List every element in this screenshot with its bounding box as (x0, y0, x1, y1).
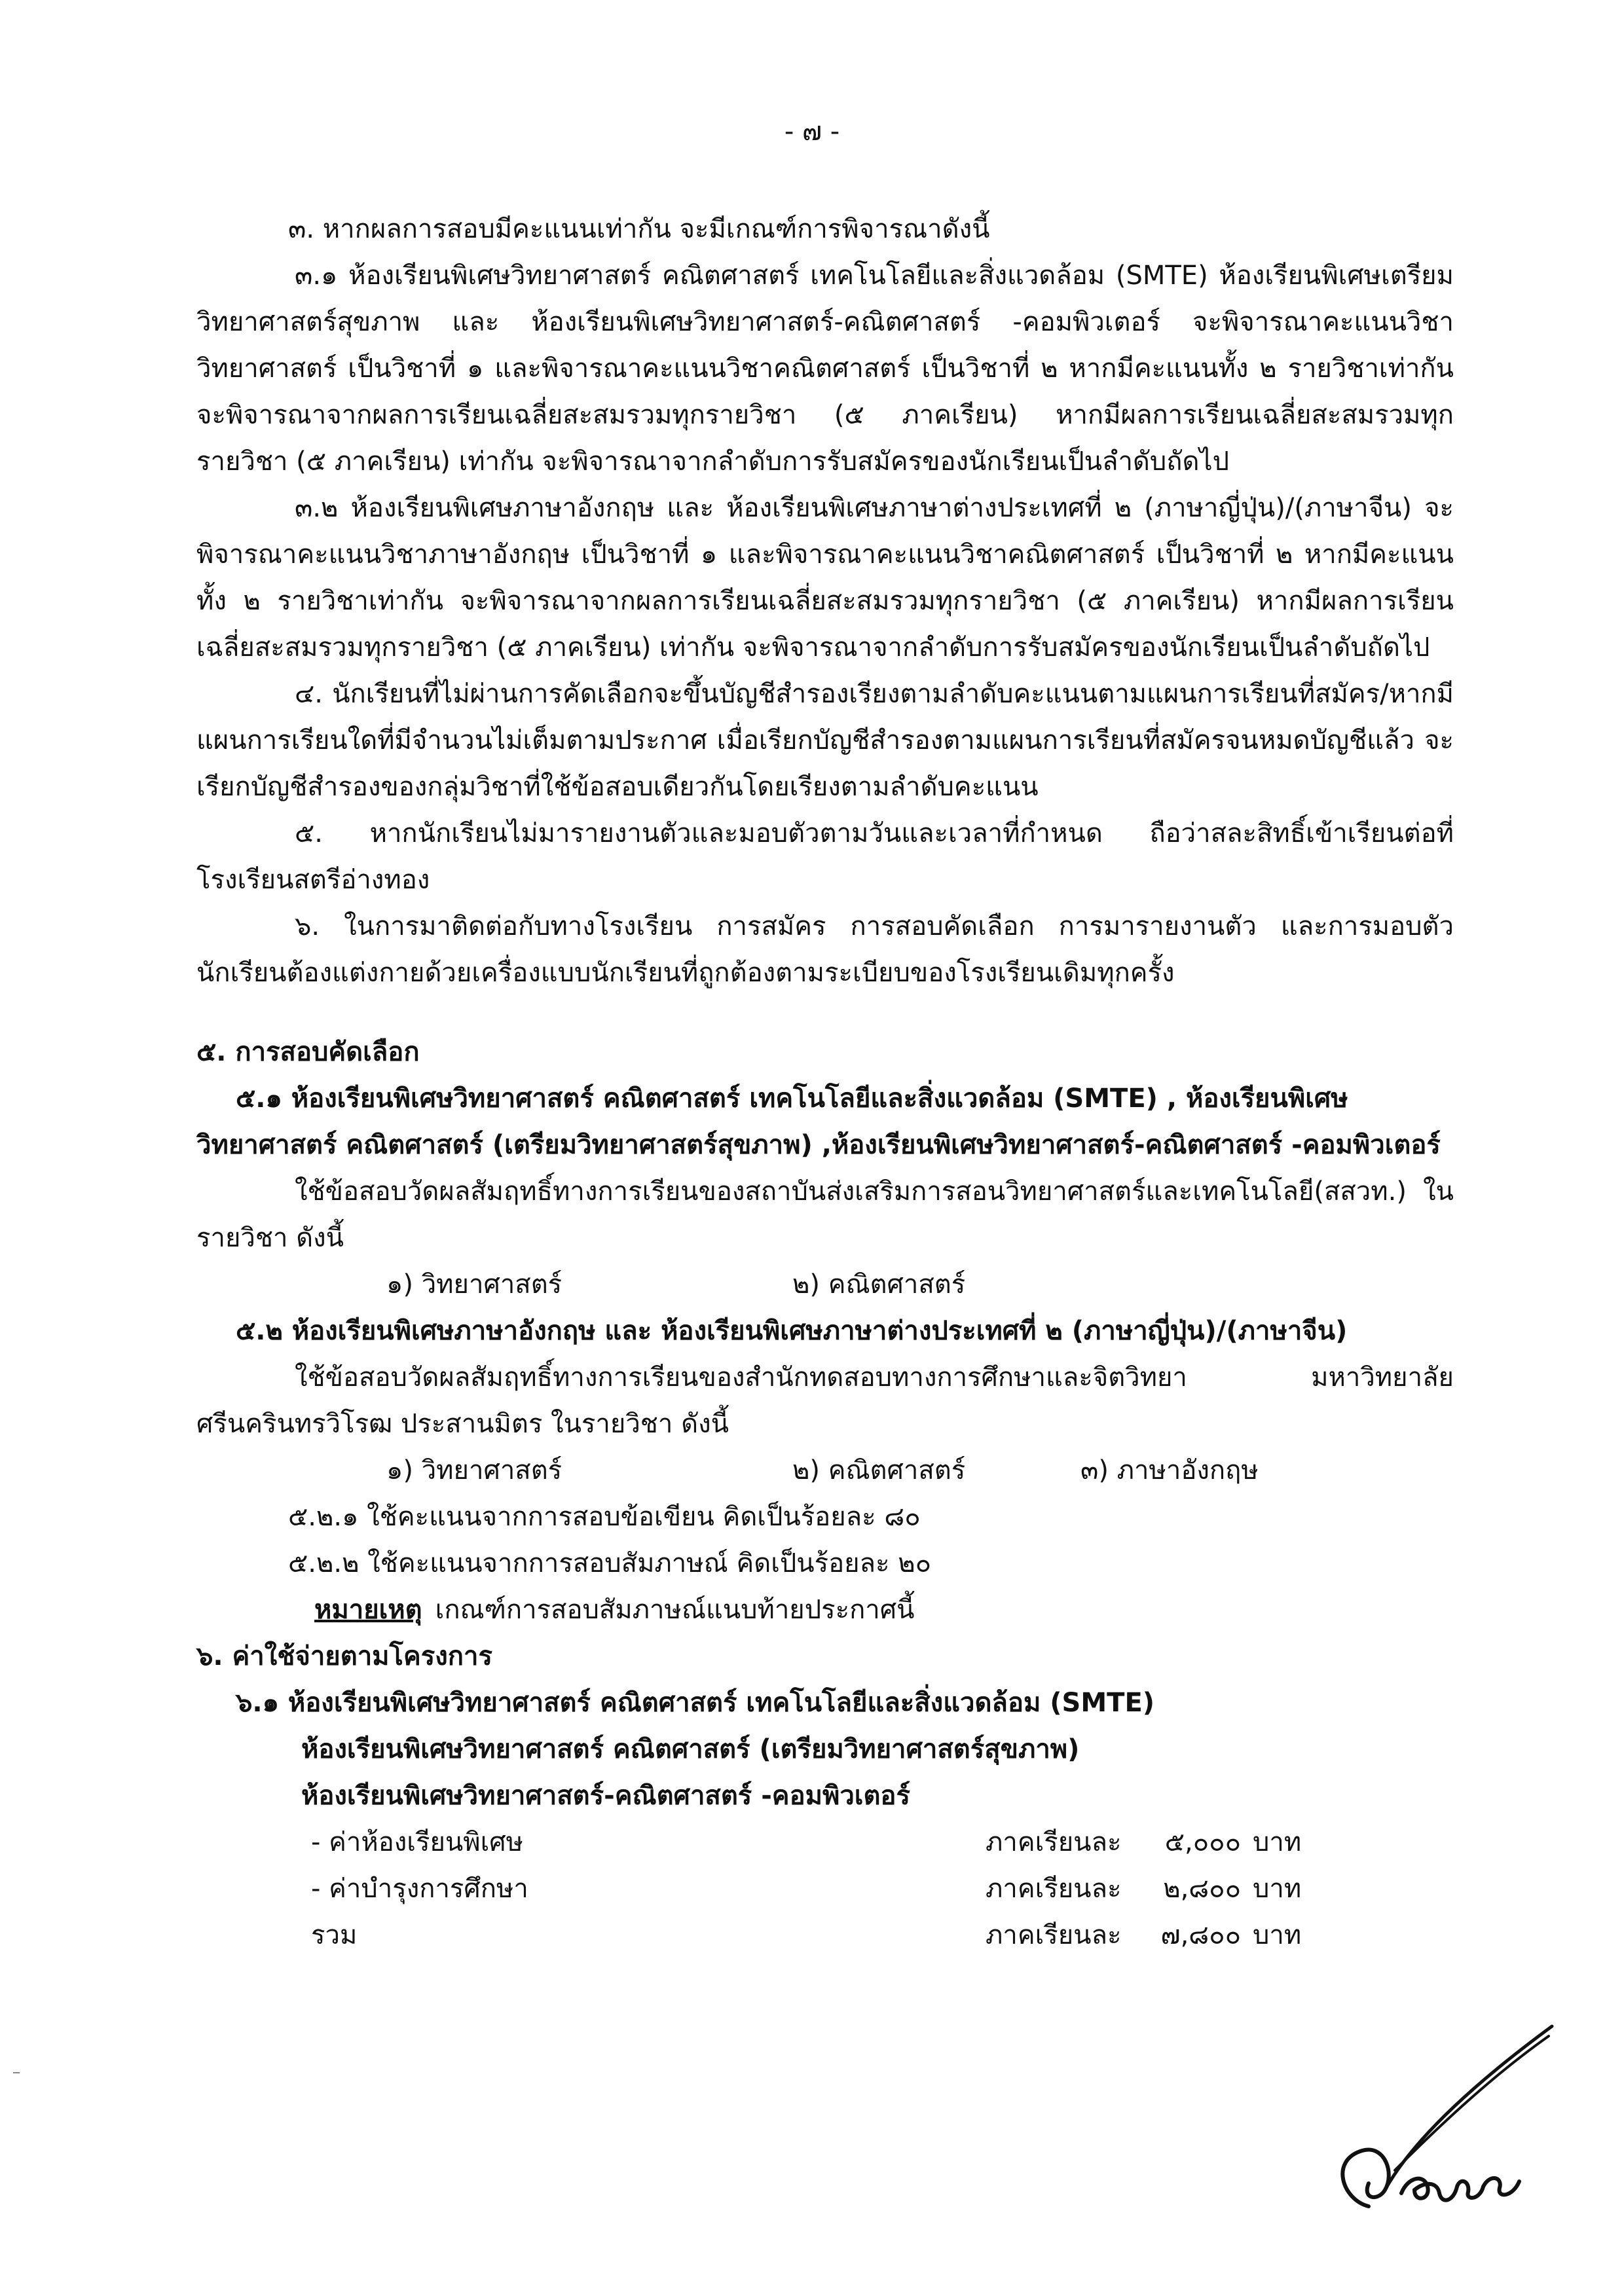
fee-currency: บาท (1253, 1920, 1302, 1950)
note-label: หมายเหตุ (314, 1595, 422, 1625)
section-5-2-heading: ๕.๒ ห้องเรียนพิเศษภาษาอังกฤษ และ ห้องเรียนพิเศษภาษาต่างประเทศที่ ๒ (ภาษาญี่ปุ่น)/(ภาษาจีน) (236, 1316, 1348, 1346)
fee-amount: ๕,๐๐๐ (1164, 1827, 1241, 1857)
section-6-1-heading: ๖.๑ ห้องเรียนพิเศษวิทยาศาสตร์ คณิตศาสตร์ เทคโนโลยีและสิ่งแวดล้อม (SMTE) (236, 1688, 1155, 1718)
section-5-title: ๕. การสอบคัดเลือก (196, 1037, 420, 1067)
scan-margin-mark (13, 2072, 20, 2073)
subject-item: ๑) วิทยาศาสตร์ (386, 1269, 563, 1300)
criteria-3-1: ๓.๑ ห้องเรียนพิเศษวิทยาศาสตร์ คณิตศาสตร์ เทคโนโลยีและสิ่งแวดล้อม (SMTE) ห้องเรียนพิเศษเตรียมวิทยาศาสตร์สุขภาพ และ ห้องเรียนพิเศษวิทยาศาสตร์-คณิตศาสตร์ -คอมพิวเตอร์ จะพิจารณาคะแนนวิชาวิทยาศาสตร์ เป็นวิชาที่ ๑ และพิจารณาคะแนนวิชาคณิตศาสตร์ เป็นวิชาที่ ๒ หากมีคะแนนทั้ง ๒ รายวิชาเท่ากัน จะพิจารณาจากผลการเรียนเฉลี่ยสะสมรวมทุกรายวิชา (๕ ภาคเรียน) หากมีผลการเรียนเฉลี่ยสะสมรวมทุกรายวิชา (๕ ภาคเรียน) เท่ากัน จะพิจารณาจากลำดับการรับสมัครของนักเรียนเป็นลำดับถัดไป (196, 261, 1454, 477)
fee-label: - ค่าบำรุงการศึกษา (311, 1874, 528, 1904)
fee-row (196, 1819, 1454, 1866)
signature-icon (1323, 2010, 1559, 2226)
subject-item: ๒) คณิตศาสตร์ (792, 1269, 966, 1300)
note-text: เกณฑ์การสอบสัมภาษณ์แนบท้ายประกาศนี้ (435, 1595, 915, 1625)
section-5-2-subjects (196, 1448, 1454, 1494)
criteria-intro: ๓. หากผลการสอบมีคะแนนเท่ากัน จะมีเกณฑ์การพิจารณาดังนี้ (288, 214, 990, 244)
fee-currency: บาท (1253, 1874, 1302, 1904)
report-rule: ๕. หากนักเรียนไม่มารายงานตัวและมอบตัวตามวันและเวลาที่กำหนด ถือว่าสละสิทธิ์เข้าเรียนต่อที่โรงเรียนสตรีอ่างทอง (196, 818, 1454, 895)
note (196, 1587, 1454, 1633)
fee-label: รวม (311, 1920, 358, 1950)
section-5-2-2: ๕.๒.๒ ใช้คะแนนจากการสอบสัมภาษณ์ คิดเป็นร้อยละ ๒๐ (288, 1548, 932, 1578)
section-5-1-text: ใช้ข้อสอบวัดผลสัมฤทธิ์ทางการเรียนของสถาบันส่งเสริมการสอนวิทยาศาสตร์และเทคโนโลยี(สสวท.) ในรายวิชา ดังนี้ (196, 1176, 1454, 1253)
section-6-title: ๖. ค่าใช้จ่ายตามโครงการ (196, 1641, 492, 1671)
fee-amount: ๒,๘๐๐ (1163, 1874, 1241, 1904)
section-5-2-1: ๕.๒.๑ ใช้คะแนนจากการสอบข้อเขียน คิดเป็นร้อยละ ๘๐ (288, 1502, 921, 1532)
fee-total-row (196, 1912, 1454, 1959)
fee-amount: ๗,๘๐๐ (1160, 1920, 1241, 1950)
page-number: - ๗ - (784, 117, 840, 147)
subject-item: ๓) ภาษาอังกฤษ (1080, 1455, 1259, 1485)
fee-unit: ภาคเรียนละ (986, 1874, 1122, 1904)
fee-label: - ค่าห้องเรียนพิเศษ (311, 1827, 524, 1857)
fee-row (196, 1866, 1454, 1912)
uniform-rule: ๖. ในการมาติดต่อกับทางโรงเรียน การสมัคร การสอบคัดเลือก การมารายงานตัว และการมอบตัวนักเรียนต้องแต่งกายด้วยเครื่องแบบนักเรียนที่ถูกต้องตามระเบียบของโรงเรียนเดิมทุกครั้ง (196, 911, 1454, 988)
section-5-1-heading-cont: วิทยาศาสตร์ คณิตศาสตร์ (เตรียมวิทยาศาสตร์สุขภาพ) ,ห้องเรียนพิเศษวิทยาศาสตร์-คณิตศาสตร์ -คอมพิวเตอร์ (196, 1130, 1441, 1160)
subject-item: ๒) คณิตศาสตร์ (792, 1455, 966, 1485)
criteria-3-2: ๓.๒ ห้องเรียนพิเศษภาษาอังกฤษ และ ห้องเรียนพิเศษภาษาต่างประเทศที่ ๒ (ภาษาญี่ปุ่น)/(ภาษาจีน) จะพิจารณาคะแนนวิชาภาษาอังกฤษ เป็นวิชาที่ ๑ และพิจารณาคะแนนวิชาคณิตศาสตร์ เป็นวิชาที่ ๒ หากมีคะแนนทั้ง ๒ รายวิชาเท่ากัน จะพิจารณาจากผลการเรียนเฉลี่ยสะสมรวมทุกรายวิชา (๕ ภาคเรียน) หากมีผลการเรียนเฉลี่ยสะสมรวมทุกรายวิชา (๕ ภาคเรียน) เท่ากัน จะพิจารณาจากลำดับการรับสมัครของนักเรียนเป็นลำดับถัดไป (196, 493, 1454, 663)
section-5-1-subjects (196, 1262, 1454, 1308)
section-6-1-heading-line3: ห้องเรียนพิเศษวิทยาศาสตร์-คณิตศาสตร์ -คอมพิวเตอร์ (301, 1781, 910, 1811)
section-5-2-text: ใช้ข้อสอบวัดผลสัมฤทธิ์ทางการเรียนของสำนักทดสอบทางการศึกษาและจิตวิทยา มหาวิทยาลัยศรีนครินทรวิโรฒ ประสานมิตร ในรายวิชา ดังนี้ (196, 1362, 1454, 1439)
section-6-1-heading-line2: ห้องเรียนพิเศษวิทยาศาสตร์ คณิตศาสตร์ (เตรียมวิทยาศาสตร์สุขภาพ) (301, 1734, 1080, 1764)
fee-currency: บาท (1253, 1827, 1302, 1857)
subject-item: ๑) วิทยาศาสตร์ (386, 1455, 563, 1485)
reserve-list-rule: ๔. นักเรียนที่ไม่ผ่านการคัดเลือกจะขึ้นบัญชีสำรองเรียงตามลำดับคะแนนตามแผนการเรียนที่สมัคร/หากมีแผนการเรียนใดที่มีจำนวนไม่เต็มตามประกาศ เมื่อเรียกบัญชีสำรองตามแผนการเรียนที่สมัครจนหมดบัญชีแล้ว จะเรียกบัญชีสำรองของกลุ่มวิชาที่ใช้ข้อสอบเดียวกันโดยเรียงตามลำดับคะแนน (196, 679, 1454, 802)
document-body (196, 206, 1454, 1959)
fee-unit: ภาคเรียนละ (986, 1827, 1122, 1857)
section-5-1-heading: ๕.๑ ห้องเรียนพิเศษวิทยาศาสตร์ คณิตศาสตร์ เทคโนโลยีและสิ่งแวดล้อม (SMTE) , ห้องเรียนพิเศษ (236, 1084, 1348, 1114)
fee-unit: ภาคเรียนละ (986, 1920, 1122, 1950)
